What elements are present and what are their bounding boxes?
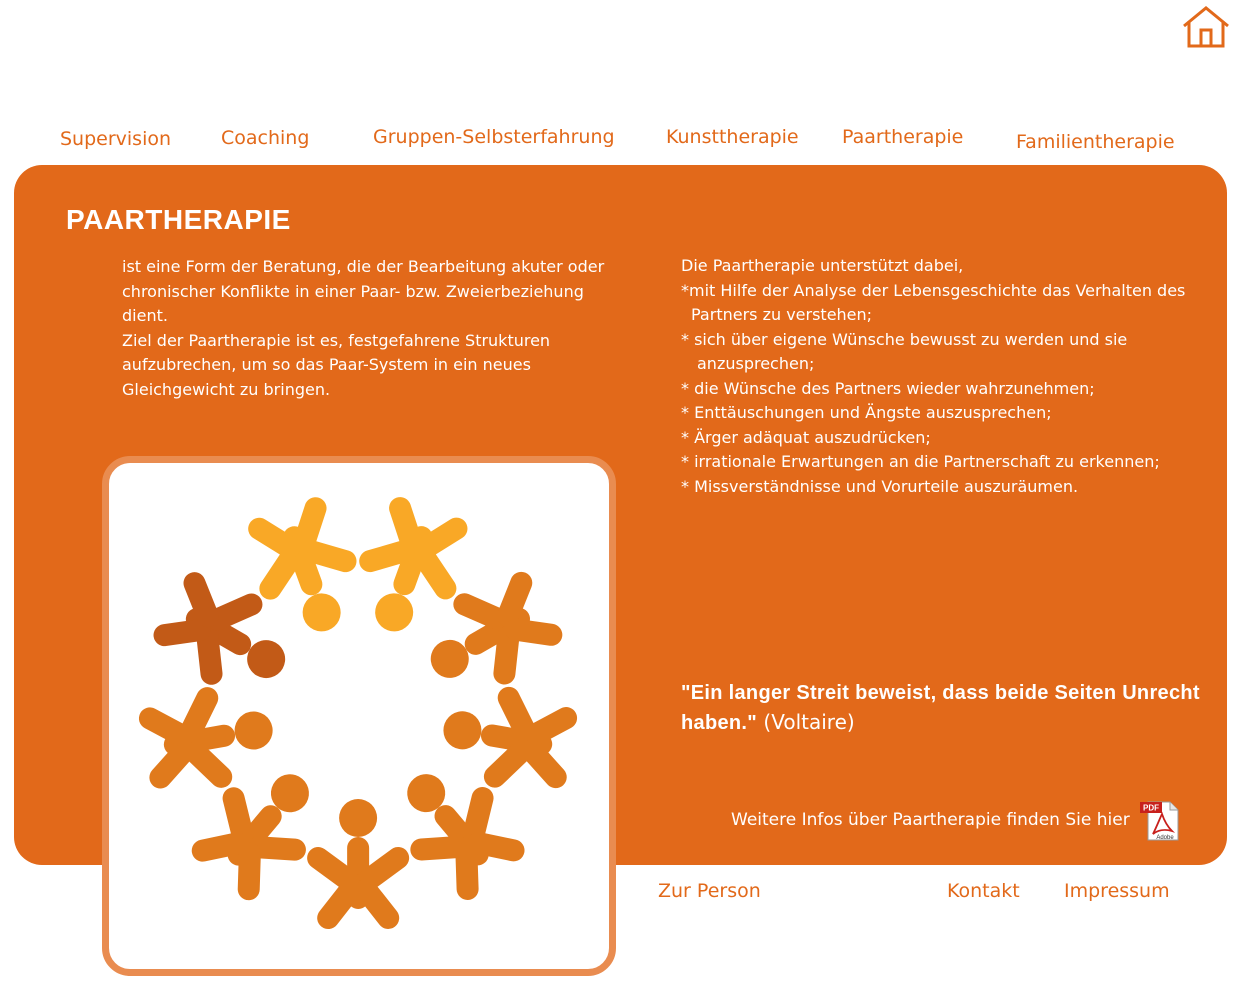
person-head <box>370 588 419 637</box>
benefit-item: * Missverständnisse und Vorurteile auszuräumen. <box>681 476 1079 496</box>
nav-paartherapie[interactable]: Paartherapie <box>842 126 964 148</box>
person-head <box>232 708 276 752</box>
person-limb <box>391 508 421 542</box>
quote-author: (Voltaire) <box>763 710 855 734</box>
nav-zur-person[interactable]: Zur Person <box>658 880 761 902</box>
benefit-item: * sich über eigene Wünsche bewusst zu werden und sie anzusprechen; <box>681 329 1128 373</box>
person-limb <box>495 747 522 780</box>
person-limb <box>426 521 456 555</box>
pdf-icon[interactable] <box>1138 798 1182 842</box>
person-limb <box>318 858 348 880</box>
person-limb <box>460 798 497 834</box>
person-figure <box>250 505 366 644</box>
person-limb <box>368 858 398 880</box>
person-head <box>339 799 377 837</box>
person-limb <box>157 751 188 778</box>
nav-gruppen-selbsterfahrung[interactable]: Gruppen-Selbsterfahrung <box>373 126 615 148</box>
nav-familientherapie[interactable]: Familientherapie <box>1016 131 1175 153</box>
people-circle-logo <box>102 456 616 976</box>
person-limb <box>417 557 453 588</box>
person-limb <box>263 558 299 589</box>
person-figure <box>350 505 466 644</box>
benefits-heading: Die Paartherapie unterstützt dabei, <box>681 256 964 275</box>
person-limb <box>295 508 325 542</box>
pdf-badge: PDF <box>1142 803 1159 813</box>
nav-kontakt[interactable]: Kontakt <box>947 880 1020 902</box>
person-limb <box>504 698 531 731</box>
nav-impressum[interactable]: Impressum <box>1064 880 1170 902</box>
person-limb <box>165 616 200 649</box>
intro-paragraph: Ziel der Paartherapie ist es, festgefahrene Strukturen aufzubrechen, um so das Paar-System in ein neues Gleichgewicht zu bringen. <box>122 330 551 399</box>
benefit-item: *mit Hilfe der Analyse der Lebensgeschichte das Verhalten des Partners zu verstehen; <box>681 280 1186 324</box>
person-limb <box>535 713 566 740</box>
person-figure <box>148 688 279 788</box>
pdf-brand: Adobe <box>1156 835 1174 841</box>
person-head <box>440 708 484 752</box>
benefit-item: * Ärger adäquat auszudrücken; <box>681 427 931 447</box>
intro-text <box>122 255 622 402</box>
nav-supervision[interactable]: Supervision <box>60 128 172 150</box>
person-limb <box>497 583 532 616</box>
benefit-item: * Enttäuschungen und Ängste auszusprechen; <box>681 403 1052 422</box>
benefit-item: * irrationale Erwartungen an die Partnerschaft zu erkennen; <box>681 452 1160 471</box>
nav-kunsttherapie[interactable]: Kunsttherapie <box>666 126 799 148</box>
intro-paragraph: ist eine Form der Beratung, die der Bearbeitung akuter oder chronischer Konflikte in einer Paar- bzw. Zweierbeziehung dient. <box>122 257 605 325</box>
benefits-section <box>681 254 1201 499</box>
person-limb <box>183 583 218 616</box>
page-title: PAARTHERAPIE <box>66 204 291 235</box>
pdf-link-label: Weitere Infos über Paartherapie finden Sie hier <box>731 810 1130 830</box>
benefits-list <box>681 279 1201 500</box>
person-limb <box>464 593 498 630</box>
benefit-item: * die Wünsche des Partners wieder wahrzunehmen; <box>681 378 1095 398</box>
person-limb <box>259 521 289 555</box>
quote <box>681 678 1201 738</box>
home-icon[interactable] <box>1181 4 1231 50</box>
person-figure <box>437 688 568 787</box>
person-head <box>297 588 346 637</box>
person-limb <box>528 751 559 778</box>
pdf-info-link[interactable] <box>731 800 1182 840</box>
person-limb <box>366 890 388 918</box>
person-limb <box>219 798 256 834</box>
person-limb <box>217 593 251 630</box>
nav-coaching[interactable]: Coaching <box>221 127 310 149</box>
person-limb <box>186 698 213 731</box>
person-figure <box>318 799 398 918</box>
quote-text: "Ein langer Streit beweist, dass beide Seiten Unrecht haben." <box>681 682 1200 734</box>
person-limb <box>328 890 350 918</box>
person-figure <box>413 574 556 703</box>
person-limb <box>194 747 221 780</box>
person-figure <box>160 575 303 704</box>
person-limb <box>516 616 551 649</box>
person-limb <box>150 714 181 741</box>
